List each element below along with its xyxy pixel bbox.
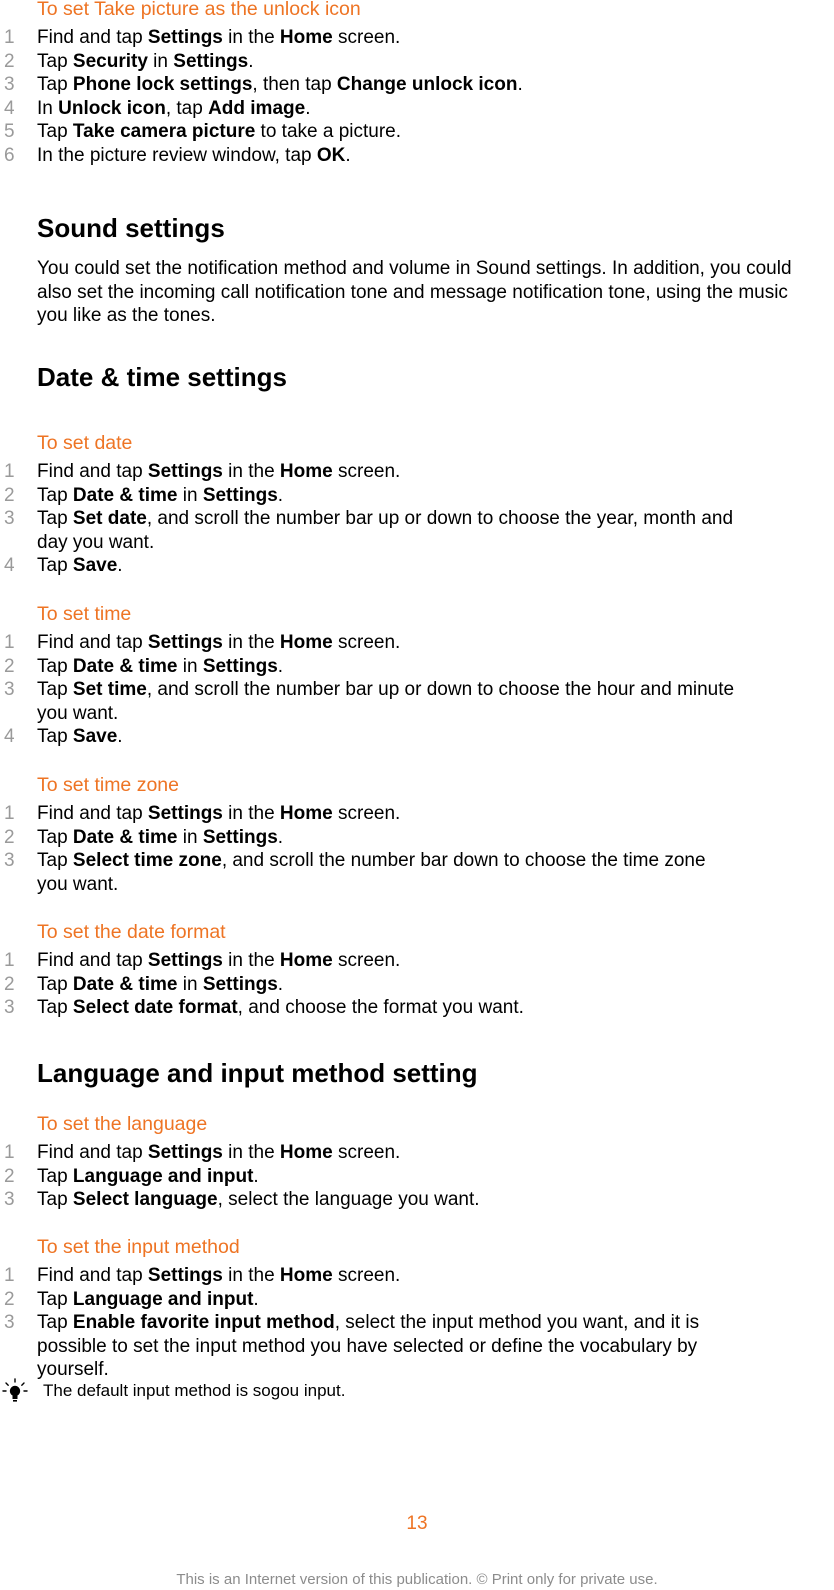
subheading-set-time: To set time xyxy=(37,603,132,625)
step-text-run: , then tap xyxy=(252,74,337,95)
heading-sound-settings: Sound settings xyxy=(37,213,225,243)
step-text-run: in the xyxy=(222,803,280,824)
step-number: 3 xyxy=(4,1189,15,1210)
step-number: 3 xyxy=(4,679,15,700)
step-text-run: screen. xyxy=(332,632,401,653)
step-text xyxy=(37,1188,777,1212)
step-text xyxy=(37,144,777,168)
step-ui-term: Change unlock icon xyxy=(336,74,518,95)
step-number: 1 xyxy=(4,950,15,971)
step-text-run: in the xyxy=(222,461,280,482)
step-ui-term: Date & time xyxy=(72,655,178,677)
step-text-run: . xyxy=(117,726,123,747)
step-text xyxy=(37,73,777,97)
step-text-run: in the xyxy=(222,27,280,48)
step-text-run: in the xyxy=(222,1142,280,1163)
step-text-run: Tap xyxy=(37,1165,73,1187)
step-number: 3 xyxy=(4,1312,15,1333)
step-text-run: screen. xyxy=(332,1142,401,1163)
step-text xyxy=(37,531,777,555)
step-text xyxy=(37,996,777,1020)
step-number: 1 xyxy=(4,1265,15,1286)
step-text xyxy=(37,802,777,826)
step-text-run: Find and tap xyxy=(37,27,148,48)
sound-paragraph xyxy=(37,257,832,328)
step-number: 1 xyxy=(4,632,15,653)
step-text xyxy=(37,1335,777,1359)
step-text-run: Tap xyxy=(37,997,73,1018)
step-text-run: In the picture review window, tap xyxy=(37,144,317,166)
step-text-run: . xyxy=(248,50,254,72)
step-text xyxy=(37,678,777,702)
step-text-run: Find and tap xyxy=(37,1142,148,1163)
step-ui-term: Set time xyxy=(72,679,147,700)
step-text-run: in xyxy=(177,655,203,677)
step-text-run: in xyxy=(147,50,174,72)
step-text-run: Find and tap xyxy=(37,803,148,824)
step-text xyxy=(37,973,777,997)
step-text-run: Tap xyxy=(37,50,73,72)
heading-date-time-settings: Date & time settings xyxy=(37,362,287,392)
step-text-run: you want. xyxy=(37,702,119,724)
step-text xyxy=(37,554,777,578)
step-text-run: Tap xyxy=(37,121,73,142)
step-text-run: . xyxy=(117,555,123,576)
step-ui-term: Take camera picture xyxy=(72,121,256,142)
step-text xyxy=(37,97,777,121)
step-text-run: . xyxy=(253,1288,259,1310)
tip-text: The default input method is sogou input. xyxy=(43,1381,346,1400)
step-text-run: . xyxy=(277,655,284,677)
step-text-run: Tap xyxy=(37,1312,73,1333)
step-ui-term: Set date xyxy=(72,508,147,529)
step-ui-term: Home xyxy=(279,803,333,824)
step-number: 2 xyxy=(4,484,15,506)
step-number: 4 xyxy=(4,97,15,119)
step-text-run: Tap xyxy=(37,484,73,506)
step-text-run: Find and tap xyxy=(37,950,148,971)
step-text-run: screen. xyxy=(332,950,401,971)
step-text xyxy=(37,484,777,508)
step-ui-term: Home xyxy=(279,27,333,48)
step-ui-term: Settings xyxy=(202,484,278,506)
step-number: 2 xyxy=(4,1165,15,1187)
step-text-run: Tap xyxy=(37,74,73,95)
step-text-run: Tap xyxy=(37,1288,73,1310)
step-text-run: . xyxy=(277,973,284,995)
step-text-run: . xyxy=(345,144,351,166)
step-text-run: screen. xyxy=(332,27,401,48)
step-text-run: Find and tap xyxy=(37,632,148,653)
step-ui-term: Settings xyxy=(173,50,249,72)
step-ui-term: OK xyxy=(316,144,346,166)
step-ui-term: Settings xyxy=(147,632,223,653)
page-number: 13 xyxy=(406,1513,428,1534)
step-text-run: in xyxy=(177,484,203,506)
step-text-run: . xyxy=(277,484,284,506)
step-number: 6 xyxy=(4,144,15,166)
step-ui-term: Settings xyxy=(147,27,223,48)
step-ui-term: Home xyxy=(279,632,333,653)
step-text-run: in the xyxy=(222,1265,280,1286)
lightbulb-icon xyxy=(2,1378,28,1404)
step-ui-term: Settings xyxy=(202,655,278,677)
step-text-run: yourself. xyxy=(37,1359,109,1380)
step-text-run: Tap xyxy=(37,679,73,700)
subheading-set-date-format: To set the date format xyxy=(37,921,226,943)
step-number: 1 xyxy=(4,27,15,48)
step-text-run: Tap xyxy=(37,826,73,848)
step-ui-term: Enable favorite input method xyxy=(72,1312,335,1333)
step-text xyxy=(37,460,777,484)
step-text-run: Tap xyxy=(37,1189,73,1210)
step-text xyxy=(37,1311,777,1335)
step-ui-term: Settings xyxy=(202,826,278,848)
step-text-run: . xyxy=(517,74,523,95)
subheading-set-time-zone: To set time zone xyxy=(37,774,179,796)
step-text xyxy=(37,507,777,531)
step-number: 2 xyxy=(4,973,15,995)
step-text xyxy=(37,631,777,655)
step-text xyxy=(37,1165,777,1189)
step-number: 3 xyxy=(4,850,15,871)
step-ui-term: Add image xyxy=(208,97,306,119)
step-text-run: Tap xyxy=(37,973,73,995)
sound-line: you like as the tones. xyxy=(37,305,216,326)
step-text-run: you want. xyxy=(37,873,119,895)
step-text xyxy=(37,120,777,144)
step-text xyxy=(37,849,777,873)
step-ui-term: Security xyxy=(72,50,148,72)
step-text-run: screen. xyxy=(332,461,401,482)
heading-language-input: Language and input method setting xyxy=(37,1058,478,1088)
step-ui-term: Date & time xyxy=(72,973,178,995)
footer-notice: This is an Internet version of this publication. © Print only for private use. xyxy=(176,1571,658,1588)
step-ui-term: Language and input xyxy=(72,1288,254,1310)
step-text-run: . xyxy=(305,97,311,119)
step-number: 3 xyxy=(4,74,15,95)
step-ui-term: Settings xyxy=(147,461,223,482)
tip-note xyxy=(0,1378,834,1408)
step-text-run: Tap xyxy=(37,850,73,871)
step-number: 3 xyxy=(4,997,15,1018)
step-text-run: Tap xyxy=(37,726,73,747)
step-ui-term: Save xyxy=(72,555,118,576)
subheading-set-language: To set the language xyxy=(37,1113,208,1135)
step-text xyxy=(37,1288,777,1312)
step-text-run: , and scroll the number bar up or down to choose the year, month and xyxy=(146,508,734,529)
step-ui-term: Select date format xyxy=(72,997,238,1018)
sound-line: You could set the notification method and volume in Sound settings. In addition, you could xyxy=(37,258,792,279)
step-text-run: in the xyxy=(222,632,280,653)
step-text-run: screen. xyxy=(332,1265,401,1286)
step-ui-term: Date & time xyxy=(72,826,178,848)
step-text xyxy=(37,826,777,850)
step-text-run: Find and tap xyxy=(37,1265,148,1286)
step-number: 1 xyxy=(4,1142,15,1163)
step-number: 1 xyxy=(4,803,15,824)
step-ui-term: Unlock icon xyxy=(58,97,166,119)
step-number: 4 xyxy=(4,726,15,747)
step-ui-term: Phone lock settings xyxy=(72,74,253,95)
step-number: 4 xyxy=(4,555,15,576)
step-ui-term: Home xyxy=(279,461,333,482)
step-text-run: day you want. xyxy=(37,531,155,553)
step-text-run: , and scroll the number bar up or down to choose the hour and minute xyxy=(146,679,735,700)
step-text xyxy=(37,1264,777,1288)
step-text xyxy=(37,725,777,749)
step-text xyxy=(37,1141,777,1165)
step-text-run: Find and tap xyxy=(37,461,148,482)
step-text-run: in xyxy=(177,973,203,995)
step-ui-term: Home xyxy=(279,1142,333,1163)
step-ui-term: Date & time xyxy=(72,484,178,506)
step-ui-term: Save xyxy=(72,726,118,747)
step-ui-term: Settings xyxy=(147,803,223,824)
step-ui-term: Settings xyxy=(147,1142,223,1163)
step-text-run: , and choose the format you want. xyxy=(237,997,524,1018)
step-text-run: Tap xyxy=(37,555,73,576)
sound-line: also set the incoming call notification tone and message notification tone, using the music xyxy=(37,281,788,303)
step-text xyxy=(37,26,777,50)
step-number: 5 xyxy=(4,121,15,142)
step-text-run: possible to set the input method you have selected or define the vocabulary by xyxy=(37,1335,698,1357)
step-number: 3 xyxy=(4,508,15,529)
step-ui-term: Select time zone xyxy=(72,850,222,871)
step-number: 1 xyxy=(4,461,15,482)
subheading-unlock-icon: To set Take picture as the unlock icon xyxy=(37,0,361,20)
step-number: 2 xyxy=(4,1288,15,1310)
step-text xyxy=(37,702,777,726)
step-ui-term: Settings xyxy=(202,973,278,995)
step-number: 2 xyxy=(4,826,15,848)
step-text-run: . xyxy=(253,1165,259,1187)
step-ui-term: Home xyxy=(279,950,333,971)
step-number: 2 xyxy=(4,655,15,677)
step-text-run: to take a picture. xyxy=(255,121,402,142)
step-text xyxy=(37,949,777,973)
step-text-run: , and scroll the number bar down to choose the time zone xyxy=(221,850,706,871)
step-text xyxy=(37,655,777,679)
subheading-set-input-method: To set the input method xyxy=(37,1236,240,1258)
step-ui-term: Home xyxy=(279,1265,333,1286)
step-text-run: in the xyxy=(222,950,280,971)
step-text-run: In xyxy=(37,97,59,119)
step-text-run: . xyxy=(277,826,284,848)
step-text-run: Tap xyxy=(37,655,73,677)
step-number: 2 xyxy=(4,50,15,72)
step-ui-term: Select language xyxy=(72,1189,218,1210)
step-text-run: Tap xyxy=(37,508,73,529)
step-text-run: , select the input method you want, and it is xyxy=(334,1312,700,1333)
step-text xyxy=(37,50,777,74)
step-text-run: , tap xyxy=(165,97,209,119)
subheading-set-date: To set date xyxy=(37,432,133,454)
step-text-run: , select the language you want. xyxy=(217,1189,480,1210)
step-ui-term: Settings xyxy=(147,1265,223,1286)
step-text xyxy=(37,873,777,897)
step-text-run: screen. xyxy=(332,803,401,824)
step-text-run: in xyxy=(177,826,203,848)
step-ui-term: Language and input xyxy=(72,1165,254,1187)
step-ui-term: Settings xyxy=(147,950,223,971)
